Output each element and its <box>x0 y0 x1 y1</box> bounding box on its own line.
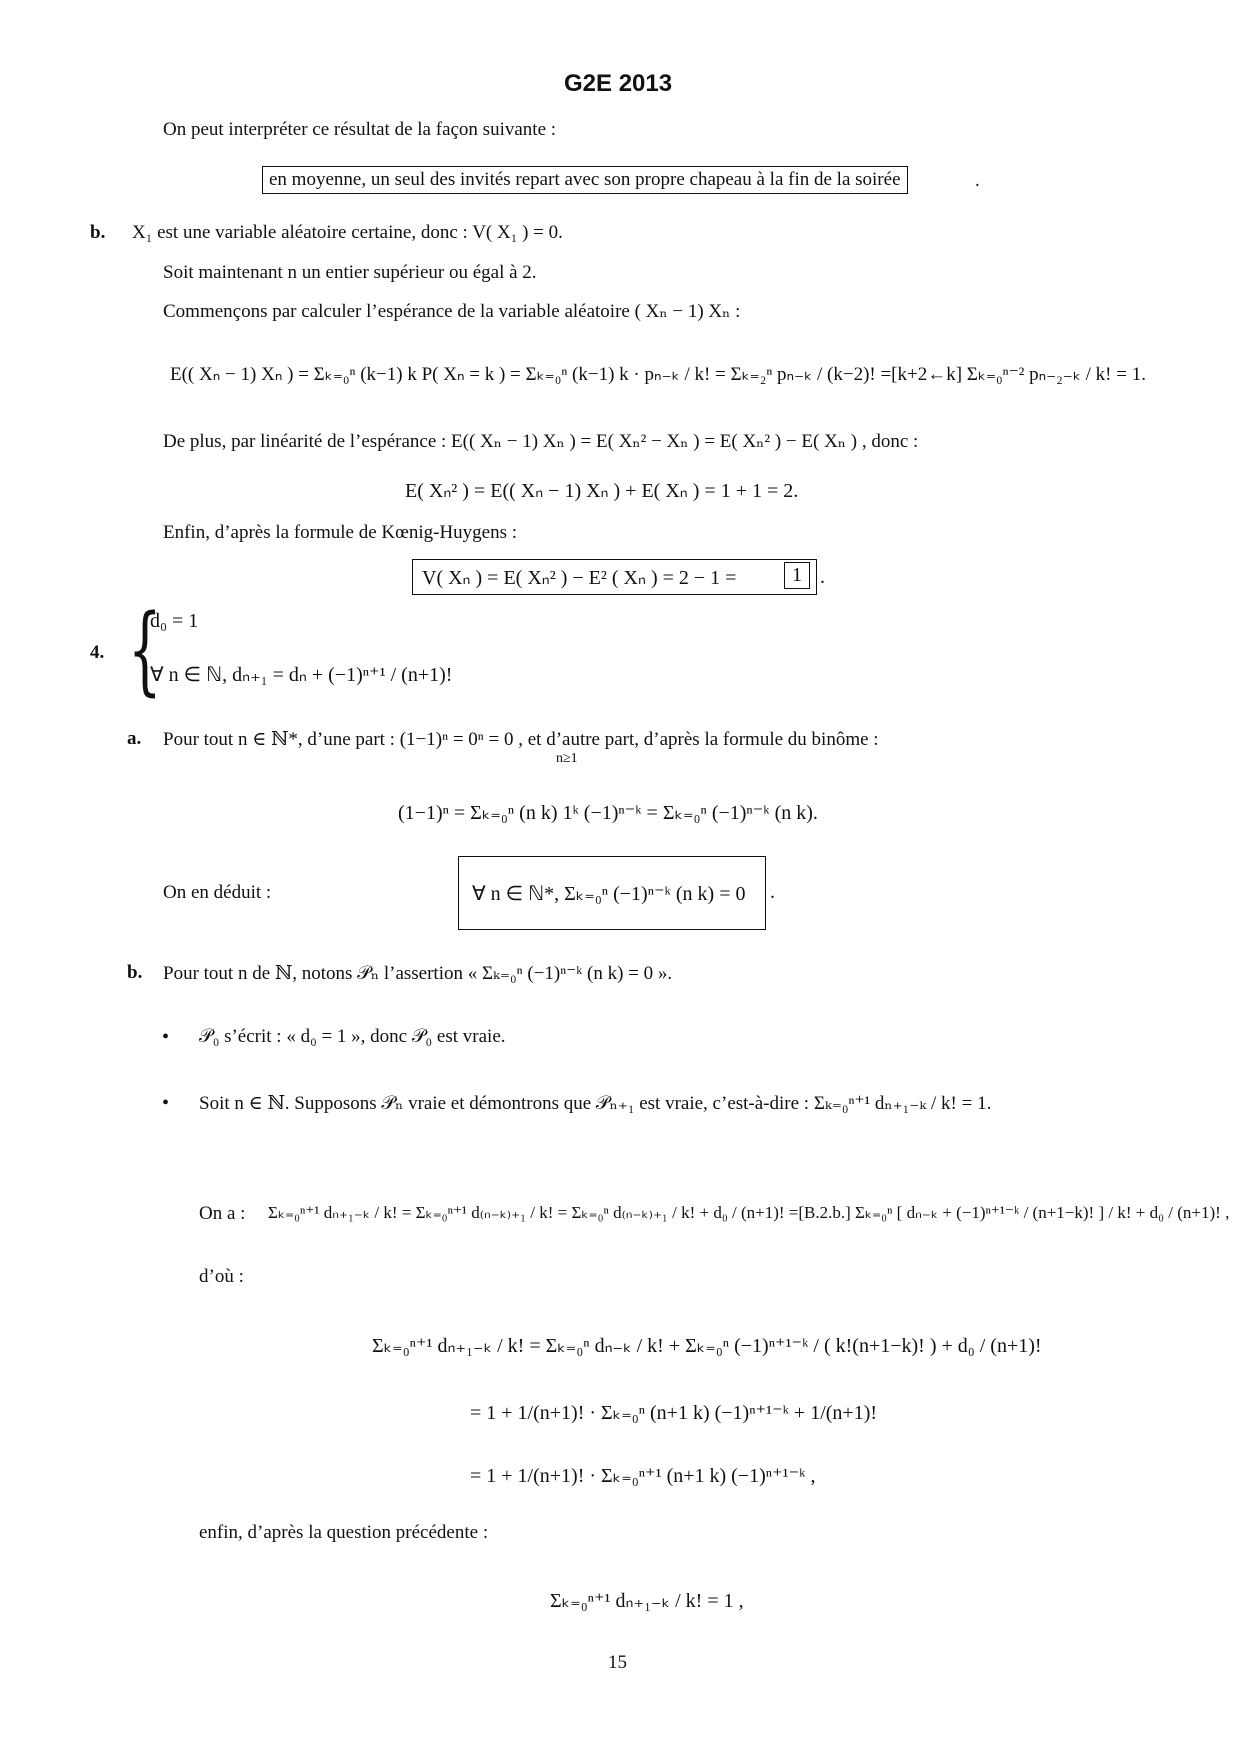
derivation-step2: = 1 + 1/(n+1)! · Σₖ₌₀ⁿ (n+1 k) (−1)ⁿ⁺¹⁻ᵏ + 1/(n+1)! <box>470 1402 878 1424</box>
derivation-step1: Σₖ₌₀ⁿ⁺¹ dₙ₊₁₋ₖ / k! = Σₖ₌₀ⁿ dₙ₋ₖ / k! + Σₖ₌₀ⁿ (−1)ⁿ⁺¹⁻ᵏ / ( k!(n+1−k)! ) + d₀ / (n+1)! <box>372 1335 1042 1357</box>
system-line2: ∀ n ∈ ℕ, dₙ₊₁ = dₙ + (−1)ⁿ⁺¹ / (n+1)! <box>150 664 453 686</box>
label-4a: a. <box>127 728 142 749</box>
part-b-line1: X₁ est une variable aléatoire certaine, donc : V( X₁ ) = 0. <box>132 222 563 243</box>
bullet-2-marker: • <box>162 1092 170 1114</box>
final-equation: Σₖ₌₀ⁿ⁺¹ dₙ₊₁₋ₖ / k! = 1 , <box>550 1590 744 1612</box>
part-b-line4: De plus, par linéarité de l’espérance : E(( Xₙ − 1) Xₙ ) = E( Xₙ² − Xₙ ) = E( Xₙ² ) − E( Xₙ ) , donc : <box>163 431 919 452</box>
interpretation-text: On peut interpréter ce résultat de la façon suivante : <box>163 119 557 140</box>
boxed-result: en moyenne, un seul des invités repart avec son propre chapeau à la fin de la soirée <box>262 166 908 194</box>
deduce-label: On en déduit : <box>163 882 272 903</box>
variance-end: . <box>820 566 825 588</box>
variance-result: 1 <box>784 562 810 589</box>
part-b-line5: Enfin, d’après la formule de Kœnig-Huygens : <box>163 522 518 543</box>
part-b-line3: Commençons par calculer l’espérance de la variable aléatoire ( Xₙ − 1) Xₙ : <box>163 301 741 322</box>
part-4b-line1: Pour tout n de ℕ, notons 𝒫ₙ l’assertion « Σₖ₌₀ⁿ (−1)ⁿ⁻ᵏ (n k) = 0 ». <box>163 963 673 984</box>
second-moment-equation: E( Xₙ² ) = E(( Xₙ − 1) Xₙ ) + E( Xₙ ) = 1 + 1 = 2. <box>405 480 799 502</box>
dou-label: d’où : <box>199 1266 244 1287</box>
on-a-equation: Σₖ₌₀ⁿ⁺¹ dₙ₊₁₋ₖ / k! = Σₖ₌₀ⁿ⁺¹ d₍ₙ₋ₖ₎₊₁ / k! = Σₖ₌₀ⁿ d₍ₙ₋ₖ₎₊₁ / k! + d₀ / (n+1)! =[B.2.b.] Σₖ₌₀ⁿ [ dₙ₋ₖ + (−1)ⁿ⁺¹⁻ᵏ / (n+1−k)! ] / k! + d₀ / (n+1)! , <box>268 1203 1230 1222</box>
part-b-line2: Soit maintenant n un entier supérieur ou égal à 2. <box>163 262 537 283</box>
variance-equation: V( Xₙ ) = E( Xₙ² ) − E² ( Xₙ ) = 2 − 1 = <box>422 567 737 589</box>
deduce-end: . <box>770 881 775 903</box>
label-b: b. <box>90 222 106 243</box>
deduce-equation: ∀ n ∈ ℕ*, Σₖ₌₀ⁿ (−1)ⁿ⁻ᵏ (n k) = 0 <box>472 883 746 905</box>
on-a-label: On a : <box>199 1203 246 1224</box>
label-4: 4. <box>90 642 105 663</box>
boxed-result-end: . <box>975 170 980 191</box>
enfin-text: enfin, d’après la question précédente : <box>199 1522 489 1543</box>
bullet-1-marker: • <box>162 1026 170 1048</box>
binomial-equation: (1−1)ⁿ = Σₖ₌₀ⁿ (n k) 1ᵏ (−1)ⁿ⁻ᵏ = Σₖ₌₀ⁿ (−1)ⁿ⁻ᵏ (n k). <box>398 802 818 824</box>
derivation-step3: = 1 + 1/(n+1)! · Σₖ₌₀ⁿ⁺¹ (n+1 k) (−1)ⁿ⁺¹⁻ᵏ , <box>470 1465 816 1487</box>
page-number: 15 <box>608 1652 627 1673</box>
part-4b-bullet1: 𝒫₀ s’écrit : « d₀ = 1 », donc 𝒫₀ est vraie. <box>199 1026 506 1047</box>
expectation-equation: E(( Xₙ − 1) Xₙ ) = Σₖ₌₀ⁿ (k−1) k P( Xₙ = k ) = Σₖ₌₀ⁿ (k−1) k · pₙ₋ₖ / k! = Σₖ₌₂ⁿ pₙ₋ₖ / (k−2)! =[k+2←k] Σₖ₌₀ⁿ⁻² pₙ₋₂₋ₖ / k! = 1. <box>170 364 1146 385</box>
part-4a-under: n≥1 <box>556 751 578 766</box>
system-line1: d₀ = 1 <box>150 610 199 632</box>
label-4b: b. <box>127 962 143 983</box>
system-brace: { <box>128 594 162 706</box>
part-4a-line1: Pour tout n ∈ ℕ*, d’une part : (1−1)ⁿ = 0ⁿ = 0 , et d’autre part, d’après la formule du binôme : <box>163 729 879 750</box>
part-4b-bullet2: Soit n ∈ ℕ. Supposons 𝒫ₙ vraie et démontrons que 𝒫ₙ₊₁ est vraie, c’est-à-dire : Σₖ₌₀ⁿ⁺¹ dₙ₊₁₋ₖ / k! = 1. <box>199 1093 992 1114</box>
page-title: G2E 2013 <box>564 70 673 97</box>
